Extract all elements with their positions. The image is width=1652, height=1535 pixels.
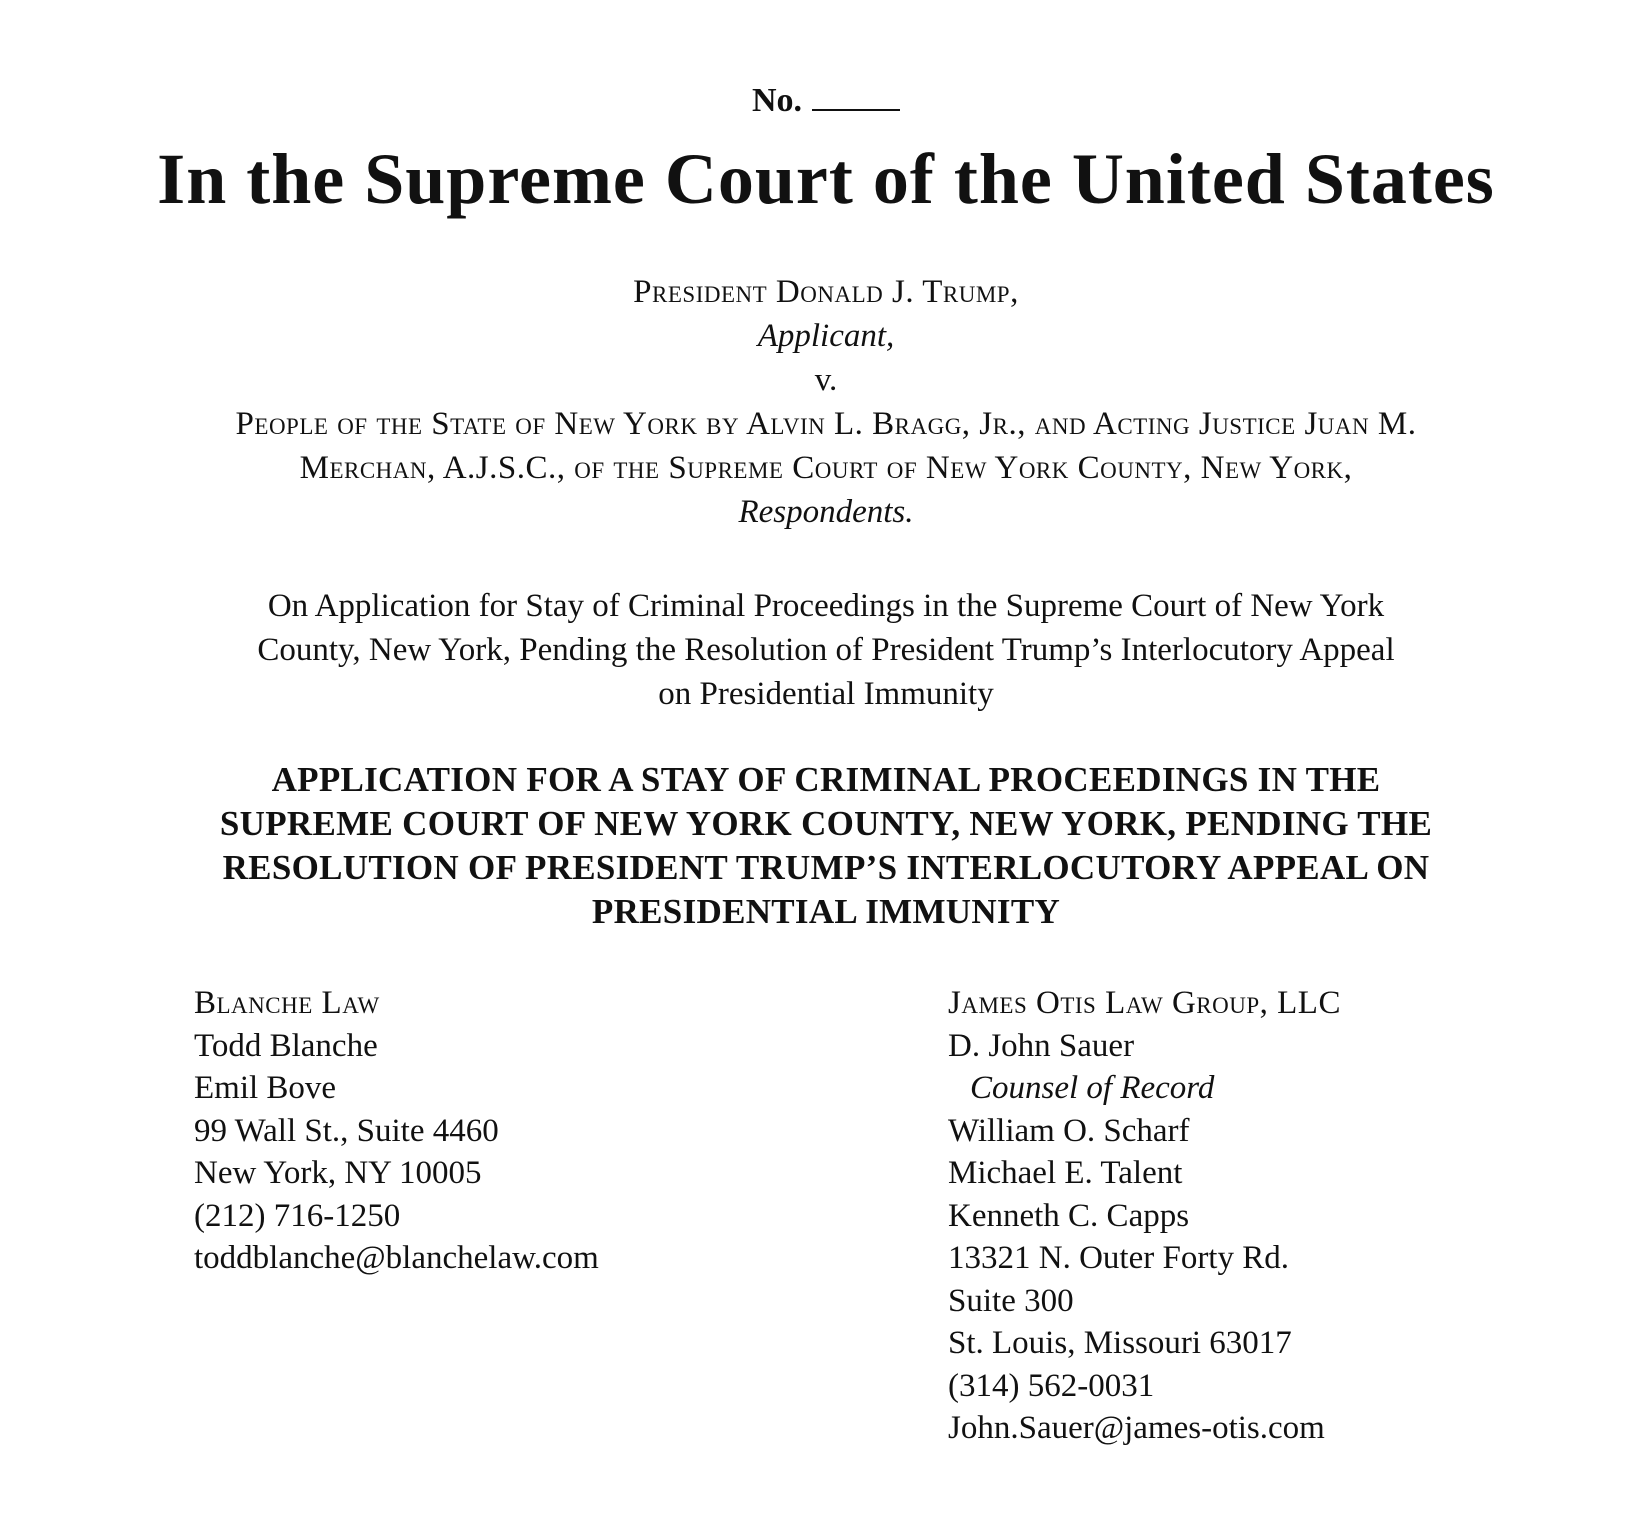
applicant-name: President Donald J. Trump, bbox=[633, 274, 1019, 310]
applicant-role: Applicant, bbox=[757, 318, 895, 354]
address-line: St. Louis, Missouri 63017 bbox=[948, 1325, 1292, 1361]
attorney-name: Emil Bove bbox=[194, 1070, 337, 1106]
phone-number: (314) 562-0031 bbox=[948, 1367, 1155, 1404]
address-line: 99 Wall St., Suite 4460 bbox=[194, 1112, 499, 1149]
email-address: toddblanche@blanchelaw.com bbox=[194, 1240, 599, 1276]
counsel-block-left bbox=[194, 982, 599, 1280]
docket-number bbox=[0, 82, 1652, 120]
firm-name: Blanche Law bbox=[194, 985, 380, 1021]
on-application-line-1: On Application for Stay of Criminal Proceedings in the Supreme Court of New York bbox=[267, 588, 1385, 624]
attorney-name: Michael E. Talent bbox=[948, 1155, 1183, 1191]
address-line: 13321 N. Outer Forty Rd. bbox=[948, 1240, 1289, 1276]
application-title-line-2: SUPREME COURT OF NEW YORK COUNTY, NEW YORK, PENDING THE bbox=[219, 804, 1433, 843]
application-title bbox=[0, 758, 1652, 934]
application-title-line-1: APPLICATION FOR A STAY OF CRIMINAL PROCEEDINGS IN THE bbox=[271, 760, 1381, 799]
address-line: Suite 300 bbox=[948, 1282, 1074, 1319]
address-line: New York, NY 10005 bbox=[194, 1155, 482, 1191]
on-application-statement bbox=[0, 584, 1652, 716]
on-application-line-2: County, New York, Pending the Resolution of President Trump’s Interlocutory Appeal bbox=[257, 632, 1395, 668]
attorney-name: William O. Scharf bbox=[948, 1112, 1190, 1149]
application-title-line-3: RESOLUTION OF PRESIDENT TRUMP’S INTERLOCUTORY APPEAL ON bbox=[222, 848, 1430, 887]
attorney-name: Kenneth C. Capps bbox=[948, 1197, 1190, 1234]
counsel-of-record-label: Counsel of Record bbox=[970, 1070, 1215, 1106]
application-title-line-4: PRESIDENTIAL IMMUNITY bbox=[591, 892, 1061, 931]
attorney-name: Todd Blanche bbox=[194, 1027, 378, 1064]
email-address: John.Sauer@james-otis.com bbox=[948, 1410, 1325, 1446]
attorney-name: D. John Sauer bbox=[948, 1027, 1135, 1064]
versus: v. bbox=[814, 362, 838, 398]
respondents-role: Respondents. bbox=[738, 494, 914, 530]
court-title: In the Supreme Court of the United States bbox=[157, 139, 1495, 219]
respondents-line-1: People of the State of New York by Alvin L. Bragg, Jr., and Acting Justice Juan M. bbox=[235, 406, 1417, 442]
respondents-line-2: Merchan, A.J.S.C., of the Supreme Court of New York County, New York, bbox=[299, 450, 1353, 486]
phone-number: (212) 716-1250 bbox=[194, 1197, 401, 1234]
on-application-line-3: on Presidential Immunity bbox=[658, 676, 994, 712]
docket-label: No. bbox=[751, 82, 803, 119]
firm-name: James Otis Law Group, LLC bbox=[948, 985, 1341, 1021]
docket-blank-line bbox=[812, 83, 900, 111]
case-caption bbox=[0, 270, 1652, 534]
counsel-block-right bbox=[948, 982, 1341, 1450]
